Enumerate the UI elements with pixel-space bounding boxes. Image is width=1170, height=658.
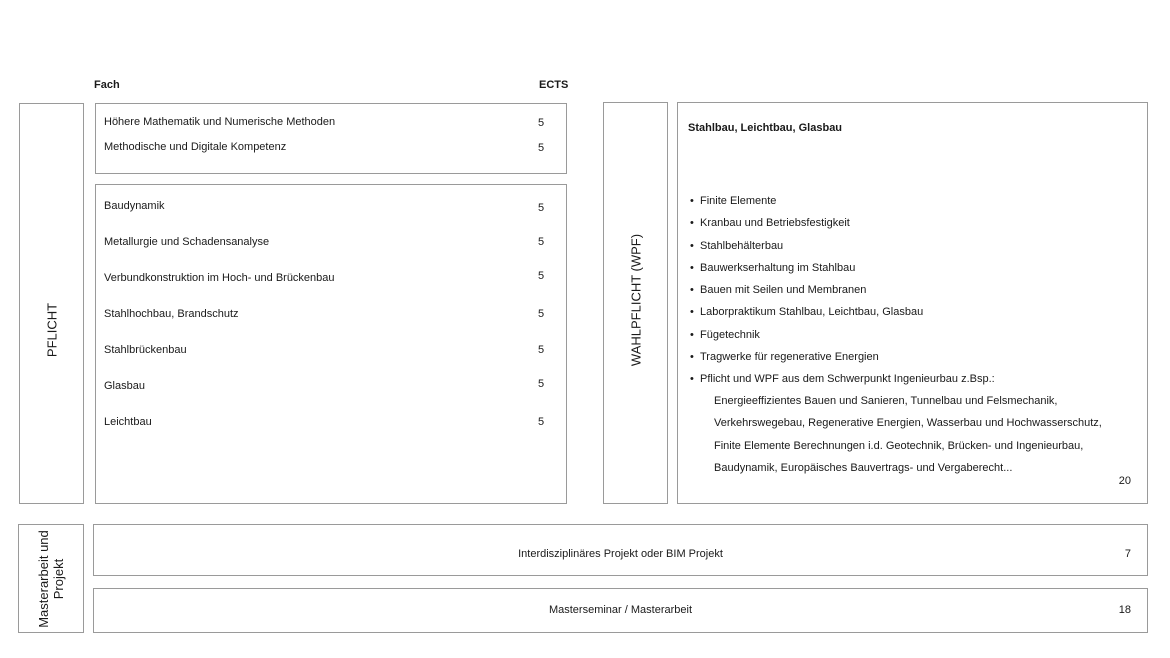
course-ects: 5 (538, 308, 545, 320)
course-name: Baudynamik (104, 200, 165, 212)
wahlpflicht-ects: 20 (1118, 475, 1131, 487)
course-ects: 5 (538, 236, 545, 248)
list-item: • Bauwerkserhaltung im Stahlbau (690, 257, 1145, 279)
course-ects: 5 (538, 416, 545, 428)
list-item: • Pflicht und WPF aus dem Schwerpunkt Ingenieurbau z.Bsp.: (690, 368, 1145, 390)
masterarbeit-label-line1: Masterarbeit und (36, 530, 51, 628)
course-name: Höhere Mathematik und Numerische Methoden (104, 116, 336, 128)
course-name: Methodische und Digitale Kompetenz (104, 141, 287, 153)
wahlpflicht-list (690, 190, 1145, 391)
course-ects: 5 (538, 378, 545, 390)
list-item: • Fügetechnik (690, 324, 1145, 346)
course-name: Glasbau (104, 380, 145, 392)
project-name: Interdisziplinäres Projekt oder BIM Projekt (518, 548, 723, 560)
pflicht-label: PFLICHT (44, 302, 60, 358)
list-item: • Finite Elemente (690, 190, 1145, 212)
list-item: • Laborpraktikum Stahlbau, Leichtbau, Glasbau (690, 301, 1145, 323)
masterarbeit-bar (93, 588, 1148, 633)
pflicht-group-1 (95, 103, 567, 174)
list-item: • Kranbau und Betriebsfestigkeit (690, 212, 1145, 234)
wahlpflicht-box (677, 102, 1148, 504)
wahlpflicht-label-box (603, 102, 668, 504)
course-name: Leichtbau (104, 416, 152, 428)
masterarbeit-name: Masterseminar / Masterarbeit (548, 604, 693, 616)
list-item: • Tragwerke für regenerative Energien (690, 346, 1145, 368)
pflicht-label-box (19, 103, 84, 504)
wahlpflicht-label: WAHLPFLICHT (WPF) (628, 233, 644, 367)
pflicht-group-2 (95, 184, 567, 504)
masterarbeit-label (36, 530, 66, 628)
wahlpflicht-title: Stahlbau, Leichtbau, Glasbau (688, 122, 843, 134)
header-ects: ECTS (539, 79, 569, 91)
course-name: Verbundkonstruktion im Hoch- und Brückenbau (104, 272, 335, 284)
wahlpflicht-sub-list (690, 390, 1130, 479)
sub-list-item: Energieeffizientes Bauen und Sanieren, Tunnelbau und Felsmechanik, Verkehrswegebau, Regenerative Energien, Wasserbau und Hochwasserschutz, Finite Elemente Berechnungen i.d. Geotechnik, Brücken- und Ingenieurbau, Baudynamik, Europäisches Bauvertrags- und Vergaberecht... (714, 395, 1102, 474)
course-ects: 5 (538, 202, 545, 214)
course-ects: 5 (538, 344, 545, 356)
course-ects: 5 (538, 142, 545, 154)
project-ects: 7 (1124, 548, 1131, 560)
masterarbeit-ects: 18 (1118, 604, 1131, 616)
list-item: • Bauen mit Seilen und Membranen (690, 279, 1145, 301)
header-fach: Fach (94, 79, 120, 91)
list-item: • Stahlbehälterbau (690, 235, 1145, 257)
course-ects: 5 (538, 270, 545, 282)
course-name: Metallurgie und Schadensanalyse (104, 236, 270, 248)
course-name: Stahlbrückenbau (104, 344, 187, 356)
course-name: Stahlhochbau, Brandschutz (104, 308, 239, 320)
masterarbeit-label-line2: Projekt (51, 558, 66, 600)
project-bar (93, 524, 1148, 576)
masterarbeit-label-box (18, 524, 84, 633)
course-ects: 5 (538, 117, 545, 129)
